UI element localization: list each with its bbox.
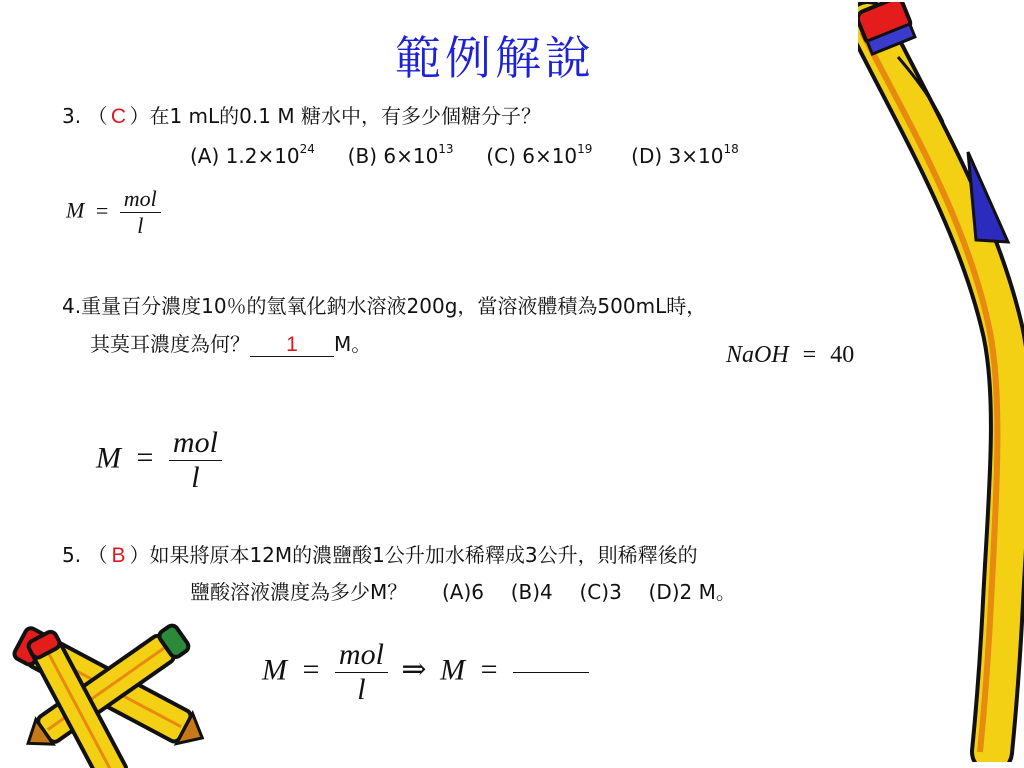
empty-fraction [513,652,589,693]
q5-answer: B [111,544,126,567]
q3-text-b: 1 mL [169,104,220,128]
q3-text-e: 糖水中，有多少個糖分子？ [300,104,541,128]
q3-options [190,142,739,168]
q5-option-b: (B)4 [510,580,553,604]
q4-answer: 1 [286,333,298,356]
q3-option-d: (D) $3\times 10^{18}$ [631,142,739,168]
q3-text-c: 的 [219,104,240,128]
formula-molarity-1: M = $\frac{\text{mol}}{l}$ [66,186,161,239]
q5-option-c: (C)3 [579,580,622,604]
question-5-line2: 鹽酸溶液濃度為多少M？ (A)6 (B)4 (C)3 (D)2 M。 [190,580,736,604]
q3-text-a: 在 [149,104,170,128]
question-4-line2: 其莫耳濃度為何？ 1 M。 [90,332,372,356]
q3-option-c: (C) $6\times 10^{19}$ [486,142,593,168]
q5-option-d: (D)2 M [648,580,716,604]
q5-option-a: (A)6 [441,580,484,604]
formula-m: M [66,197,85,223]
q3-text-d: 0.1 M [239,104,301,128]
q4-answer-blank [250,332,334,357]
question-5: 5. （ B ）如果將原本12M的濃鹽酸1公升加水稀釋成3公升，則稀釋後的 [62,543,698,567]
question-4: 4.重量百分濃度10％的氫氧化鈉水溶液200g，當溶液體積為500mL時， [62,294,707,318]
pencils-cluster-icon [0,616,210,768]
q3-paren-open: （ [87,104,108,128]
q3-option-b: (B) $6\times 10^{13}$ [347,142,454,168]
q3-number: 3. [62,104,82,128]
question-3 [62,100,541,129]
q5-number: 5. [62,543,82,567]
q3-paren-close: ） [129,104,150,128]
pencil-right-icon [858,2,1024,762]
q3-answer: C [110,105,127,128]
q4-number: 4. [62,294,82,318]
slide-title: 範例解說 [395,31,595,85]
formula-naoh: NaOH = 40 [726,342,855,368]
q3-option-a: (A) $1.2\times 10^{24}$ [190,142,315,168]
implies-arrow: ⇒ [401,653,427,687]
formula-dilution: M = $\frac{\text{mol}}{l}$ ⇒ M = [262,638,589,707]
formula-molarity-2: M = $\frac{\text{mol}}{l}$ [96,426,222,495]
formula-fraction: $\frac{\text{mol}}{l}$ [120,186,161,239]
